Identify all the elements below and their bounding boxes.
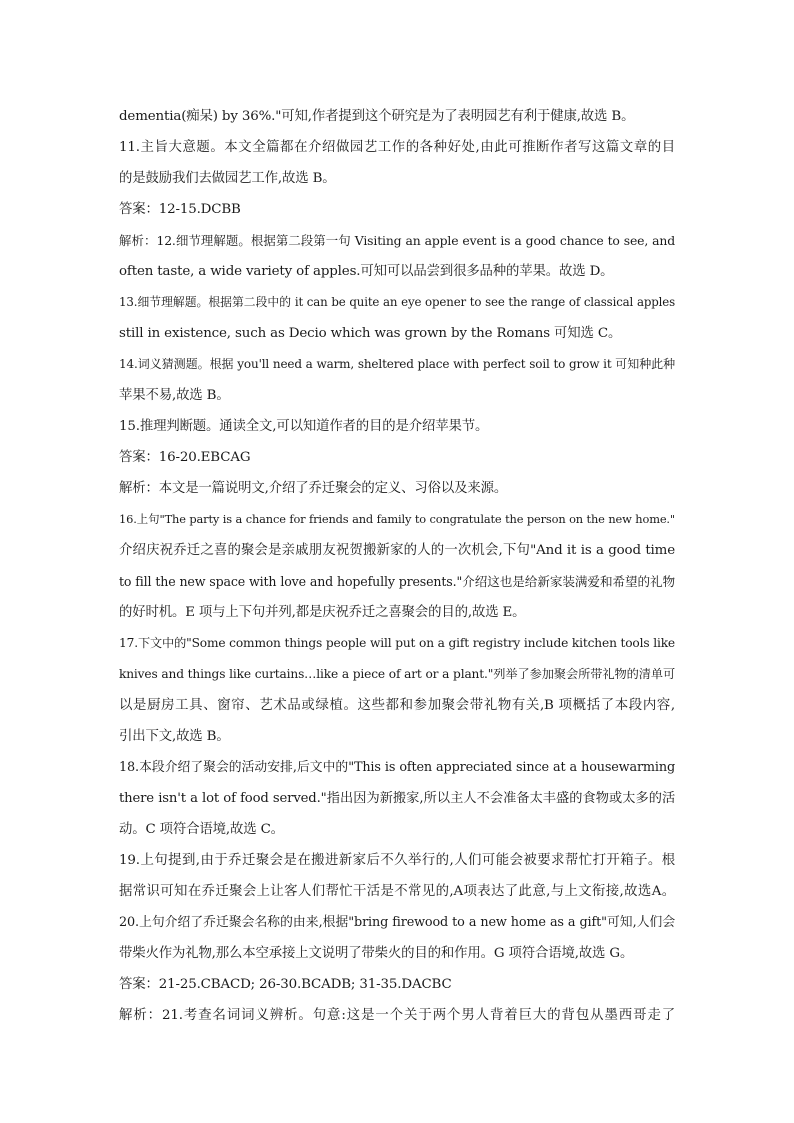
answer-line: 答案：12-15.DCBB: [119, 202, 241, 217]
text-line: to fill the new space with love and hopefully presents."介绍这也是给新家装满爱和希望的礼物: [119, 574, 675, 589]
text-line: 15.推理判断题。通读全文,可以知道作者的目的是介绍苹果节。: [119, 419, 489, 434]
text-line: 解析：21.考查名词词义辨析。句意:这是一个关于两个男人背着巨大的背包从墨西哥走了: [119, 1008, 675, 1023]
text-line: 16.上句"The party is a chance for friends and family to congratulate the person on the new home.": [119, 512, 675, 526]
text-line: 11.主旨大意题。本文全篇都在介绍做园艺工作的各种好处,由此可推断作者写这篇文章的目: [119, 140, 675, 155]
text-line: 以是厨房工具、窗帘、艺术品或绿植。这些都和参加聚会带礼物有关,B 项概括了本段内容,: [119, 698, 675, 713]
text-line: 解析：本文是一篇说明文,介绍了乔迁聚会的定义、习俗以及来源。: [119, 481, 508, 496]
text-line: 动。C 项符合语境,故选 C。: [119, 822, 284, 837]
text-line: 14.词义猜测题。根据 you'll need a warm, sheltered place with perfect soil to grow it 可知种此种: [119, 357, 675, 371]
text-line: 苹果不易,故选 B。: [119, 388, 230, 403]
text-line: often taste, a wide variety of apples.可知可以品尝到很多品种的苹果。故选 D。: [119, 264, 614, 279]
text-line: dementia(痴呆) by 36%."可知,作者提到这个研究是为了表明园艺有利于健康,故选 B。: [119, 109, 635, 124]
text-line: 解析：12.细节理解题。根据第二段第一句 Visiting an apple event is a good chance to see, and: [119, 233, 675, 248]
text-line: still in existence, such as Decio which was grown by the Romans 可知选 C。: [119, 326, 622, 341]
answer-line: 答案：21-25.CBACD; 26-30.BCADB; 31-35.DACBC: [119, 977, 452, 992]
text-line: 13.细节理解题。根据第二段中的 it can be quite an eye opener to see the range of classical apples: [119, 295, 675, 309]
text-line: 19.上句提到,由于乔迁聚会是在搬进新家后不久举行的,人们可能会被要求帮忙打开箱子。根: [119, 853, 675, 868]
text-line: 带柴火作为礼物,那么本空承接上文说明了带柴火的目的和作用。G 项符合语境,故选 G。: [119, 946, 634, 961]
answer-line: 答案：16-20.EBCAG: [119, 450, 251, 465]
text-line: knives and things like curtains…like a piece of art or a plant."列举了参加聚会所带礼物的清单可: [119, 667, 675, 681]
text-line: 引出下文,故选 B。: [119, 729, 230, 744]
text-line: 18.本段介绍了聚会的活动安排,后文中的"This is often appreciated since at a housewarming: [119, 760, 675, 775]
document-body: [119, 101, 675, 1031]
text-line: 的是鼓励我们去做园艺工作,故选 B。: [119, 171, 336, 186]
text-line: there isn't a lot of food served."指出因为新搬家,所以主人不会准备太丰盛的食物或太多的活: [119, 791, 675, 806]
text-line: 17.下文中的"Some common things people will put on a gift registry include kitchen tools like: [119, 636, 675, 650]
text-line: 的好时机。E 项与上下句并列,都是庆祝乔迁之喜聚会的目的,故选 E。: [119, 605, 526, 620]
text-line: 20.上句介绍了乔迁聚会名称的由来,根据"bring firewood to a new home as a gift"可知,人们会: [119, 915, 675, 930]
text-line: 介绍庆祝乔迁之喜的聚会是亲戚朋友祝贺搬新家的人的一次机会,下句"And it is a good time: [119, 543, 675, 558]
text-line: 据常识可知在乔迁聚会上让客人们帮忙干活是不常见的,A项表达了此意,与上文衔接,故选A。: [119, 884, 675, 899]
